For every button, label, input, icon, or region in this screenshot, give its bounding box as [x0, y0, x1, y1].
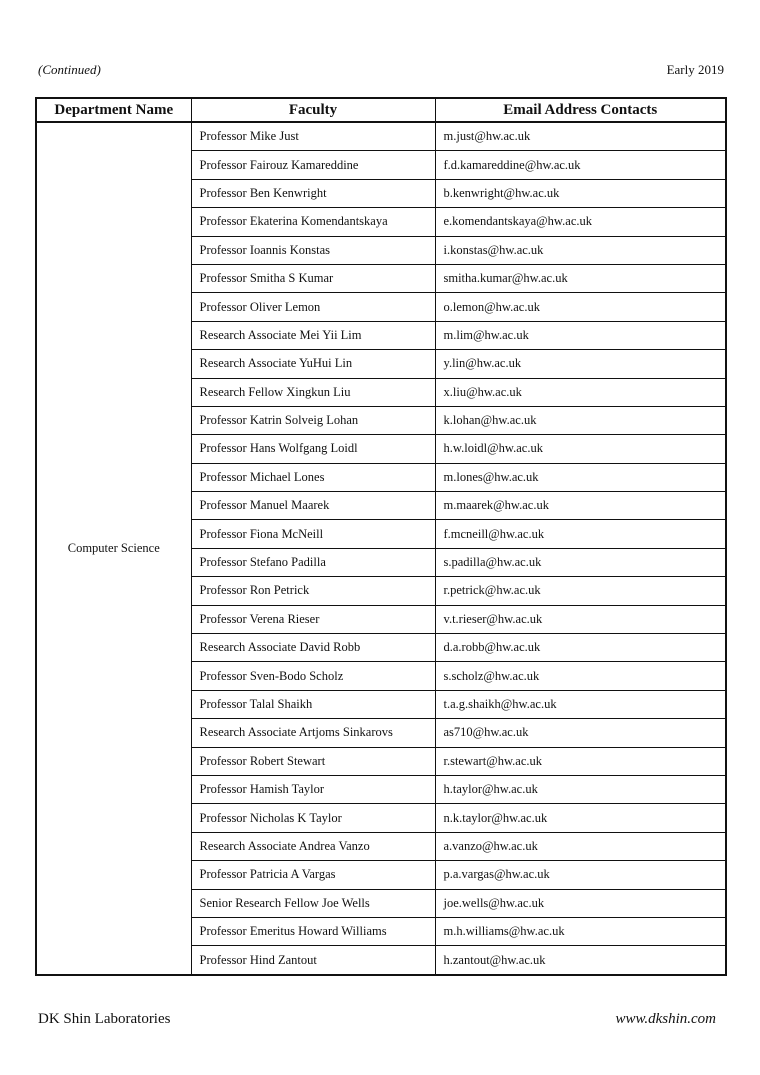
faculty-cell: Research Fellow Xingkun Liu: [191, 378, 435, 406]
email-cell: o.lemon@hw.ac.uk: [435, 293, 726, 321]
continued-label: (Continued): [38, 62, 101, 77]
faculty-cell: Professor Sven-Bodo Scholz: [191, 662, 435, 690]
faculty-cell: Professor Fairouz Kamareddine: [191, 151, 435, 179]
faculty-cell: Research Associate Mei Yii Lim: [191, 321, 435, 349]
faculty-cell: Professor Ekaterina Komendantskaya: [191, 208, 435, 236]
faculty-cell: Research Associate YuHui Lin: [191, 350, 435, 378]
table-header-row: [36, 98, 726, 122]
email-cell: s.padilla@hw.ac.uk: [435, 548, 726, 576]
email-cell: r.stewart@hw.ac.uk: [435, 747, 726, 775]
email-cell: i.konstas@hw.ac.uk: [435, 236, 726, 264]
table-row: [36, 122, 726, 151]
email-cell: k.lohan@hw.ac.uk: [435, 406, 726, 434]
faculty-cell: Professor Patricia A Vargas: [191, 861, 435, 889]
email-cell: d.a.robb@hw.ac.uk: [435, 634, 726, 662]
email-cell: smitha.kumar@hw.ac.uk: [435, 264, 726, 292]
footer-organization: DK Shin Laboratories: [38, 1011, 171, 1027]
department-cell: Computer Science: [36, 122, 191, 975]
faculty-cell: Professor Nicholas K Taylor: [191, 804, 435, 832]
faculty-cell: Professor Verena Rieser: [191, 605, 435, 633]
email-cell: t.a.g.shaikh@hw.ac.uk: [435, 690, 726, 718]
column-header-faculty: Faculty: [191, 98, 435, 122]
email-cell: p.a.vargas@hw.ac.uk: [435, 861, 726, 889]
faculty-table-container: [35, 97, 725, 976]
email-cell: joe.wells@hw.ac.uk: [435, 889, 726, 917]
table-body: [36, 122, 726, 975]
email-cell: x.liu@hw.ac.uk: [435, 378, 726, 406]
faculty-cell: Research Associate Andrea Vanzo: [191, 832, 435, 860]
faculty-cell: Senior Research Fellow Joe Wells: [191, 889, 435, 917]
faculty-cell: Professor Talal Shaikh: [191, 690, 435, 718]
date-label: Early 2019: [666, 62, 724, 77]
email-cell: m.lones@hw.ac.uk: [435, 463, 726, 491]
email-cell: e.komendantskaya@hw.ac.uk: [435, 208, 726, 236]
faculty-cell: Research Associate Artjoms Sinkarovs: [191, 719, 435, 747]
faculty-cell: Professor Ben Kenwright: [191, 179, 435, 207]
email-cell: s.scholz@hw.ac.uk: [435, 662, 726, 690]
faculty-cell: Research Associate David Robb: [191, 634, 435, 662]
email-cell: h.w.loidl@hw.ac.uk: [435, 435, 726, 463]
column-header-email: Email Address Contacts: [435, 98, 726, 122]
email-cell: y.lin@hw.ac.uk: [435, 350, 726, 378]
faculty-cell: Professor Manuel Maarek: [191, 492, 435, 520]
email-cell: a.vanzo@hw.ac.uk: [435, 832, 726, 860]
email-cell: h.zantout@hw.ac.uk: [435, 946, 726, 975]
email-cell: v.t.rieser@hw.ac.uk: [435, 605, 726, 633]
email-cell: b.kenwright@hw.ac.uk: [435, 179, 726, 207]
email-cell: m.maarek@hw.ac.uk: [435, 492, 726, 520]
email-cell: r.petrick@hw.ac.uk: [435, 577, 726, 605]
email-cell: f.mcneill@hw.ac.uk: [435, 520, 726, 548]
email-cell: m.h.williams@hw.ac.uk: [435, 917, 726, 945]
faculty-cell: Professor Hamish Taylor: [191, 775, 435, 803]
email-cell: h.taylor@hw.ac.uk: [435, 775, 726, 803]
faculty-cell: Professor Hans Wolfgang Loidl: [191, 435, 435, 463]
faculty-cell: Professor Ron Petrick: [191, 577, 435, 605]
email-cell: m.lim@hw.ac.uk: [435, 321, 726, 349]
column-header-department: Department Name: [36, 98, 191, 122]
footer-website: www.dkshin.com: [615, 1011, 716, 1027]
email-cell: as710@hw.ac.uk: [435, 719, 726, 747]
faculty-table: [35, 97, 727, 976]
faculty-cell: Professor Katrin Solveig Lohan: [191, 406, 435, 434]
faculty-cell: Professor Emeritus Howard Williams: [191, 917, 435, 945]
email-cell: n.k.taylor@hw.ac.uk: [435, 804, 726, 832]
faculty-cell: Professor Stefano Padilla: [191, 548, 435, 576]
email-cell: m.just@hw.ac.uk: [435, 122, 726, 151]
faculty-cell: Professor Oliver Lemon: [191, 293, 435, 321]
faculty-cell: Professor Smitha S Kumar: [191, 264, 435, 292]
email-cell: f.d.kamareddine@hw.ac.uk: [435, 151, 726, 179]
faculty-cell: Professor Ioannis Konstas: [191, 236, 435, 264]
faculty-cell: Professor Fiona McNeill: [191, 520, 435, 548]
faculty-cell: Professor Hind Zantout: [191, 946, 435, 975]
faculty-cell: Professor Michael Lones: [191, 463, 435, 491]
faculty-cell: Professor Mike Just: [191, 122, 435, 151]
faculty-cell: Professor Robert Stewart: [191, 747, 435, 775]
